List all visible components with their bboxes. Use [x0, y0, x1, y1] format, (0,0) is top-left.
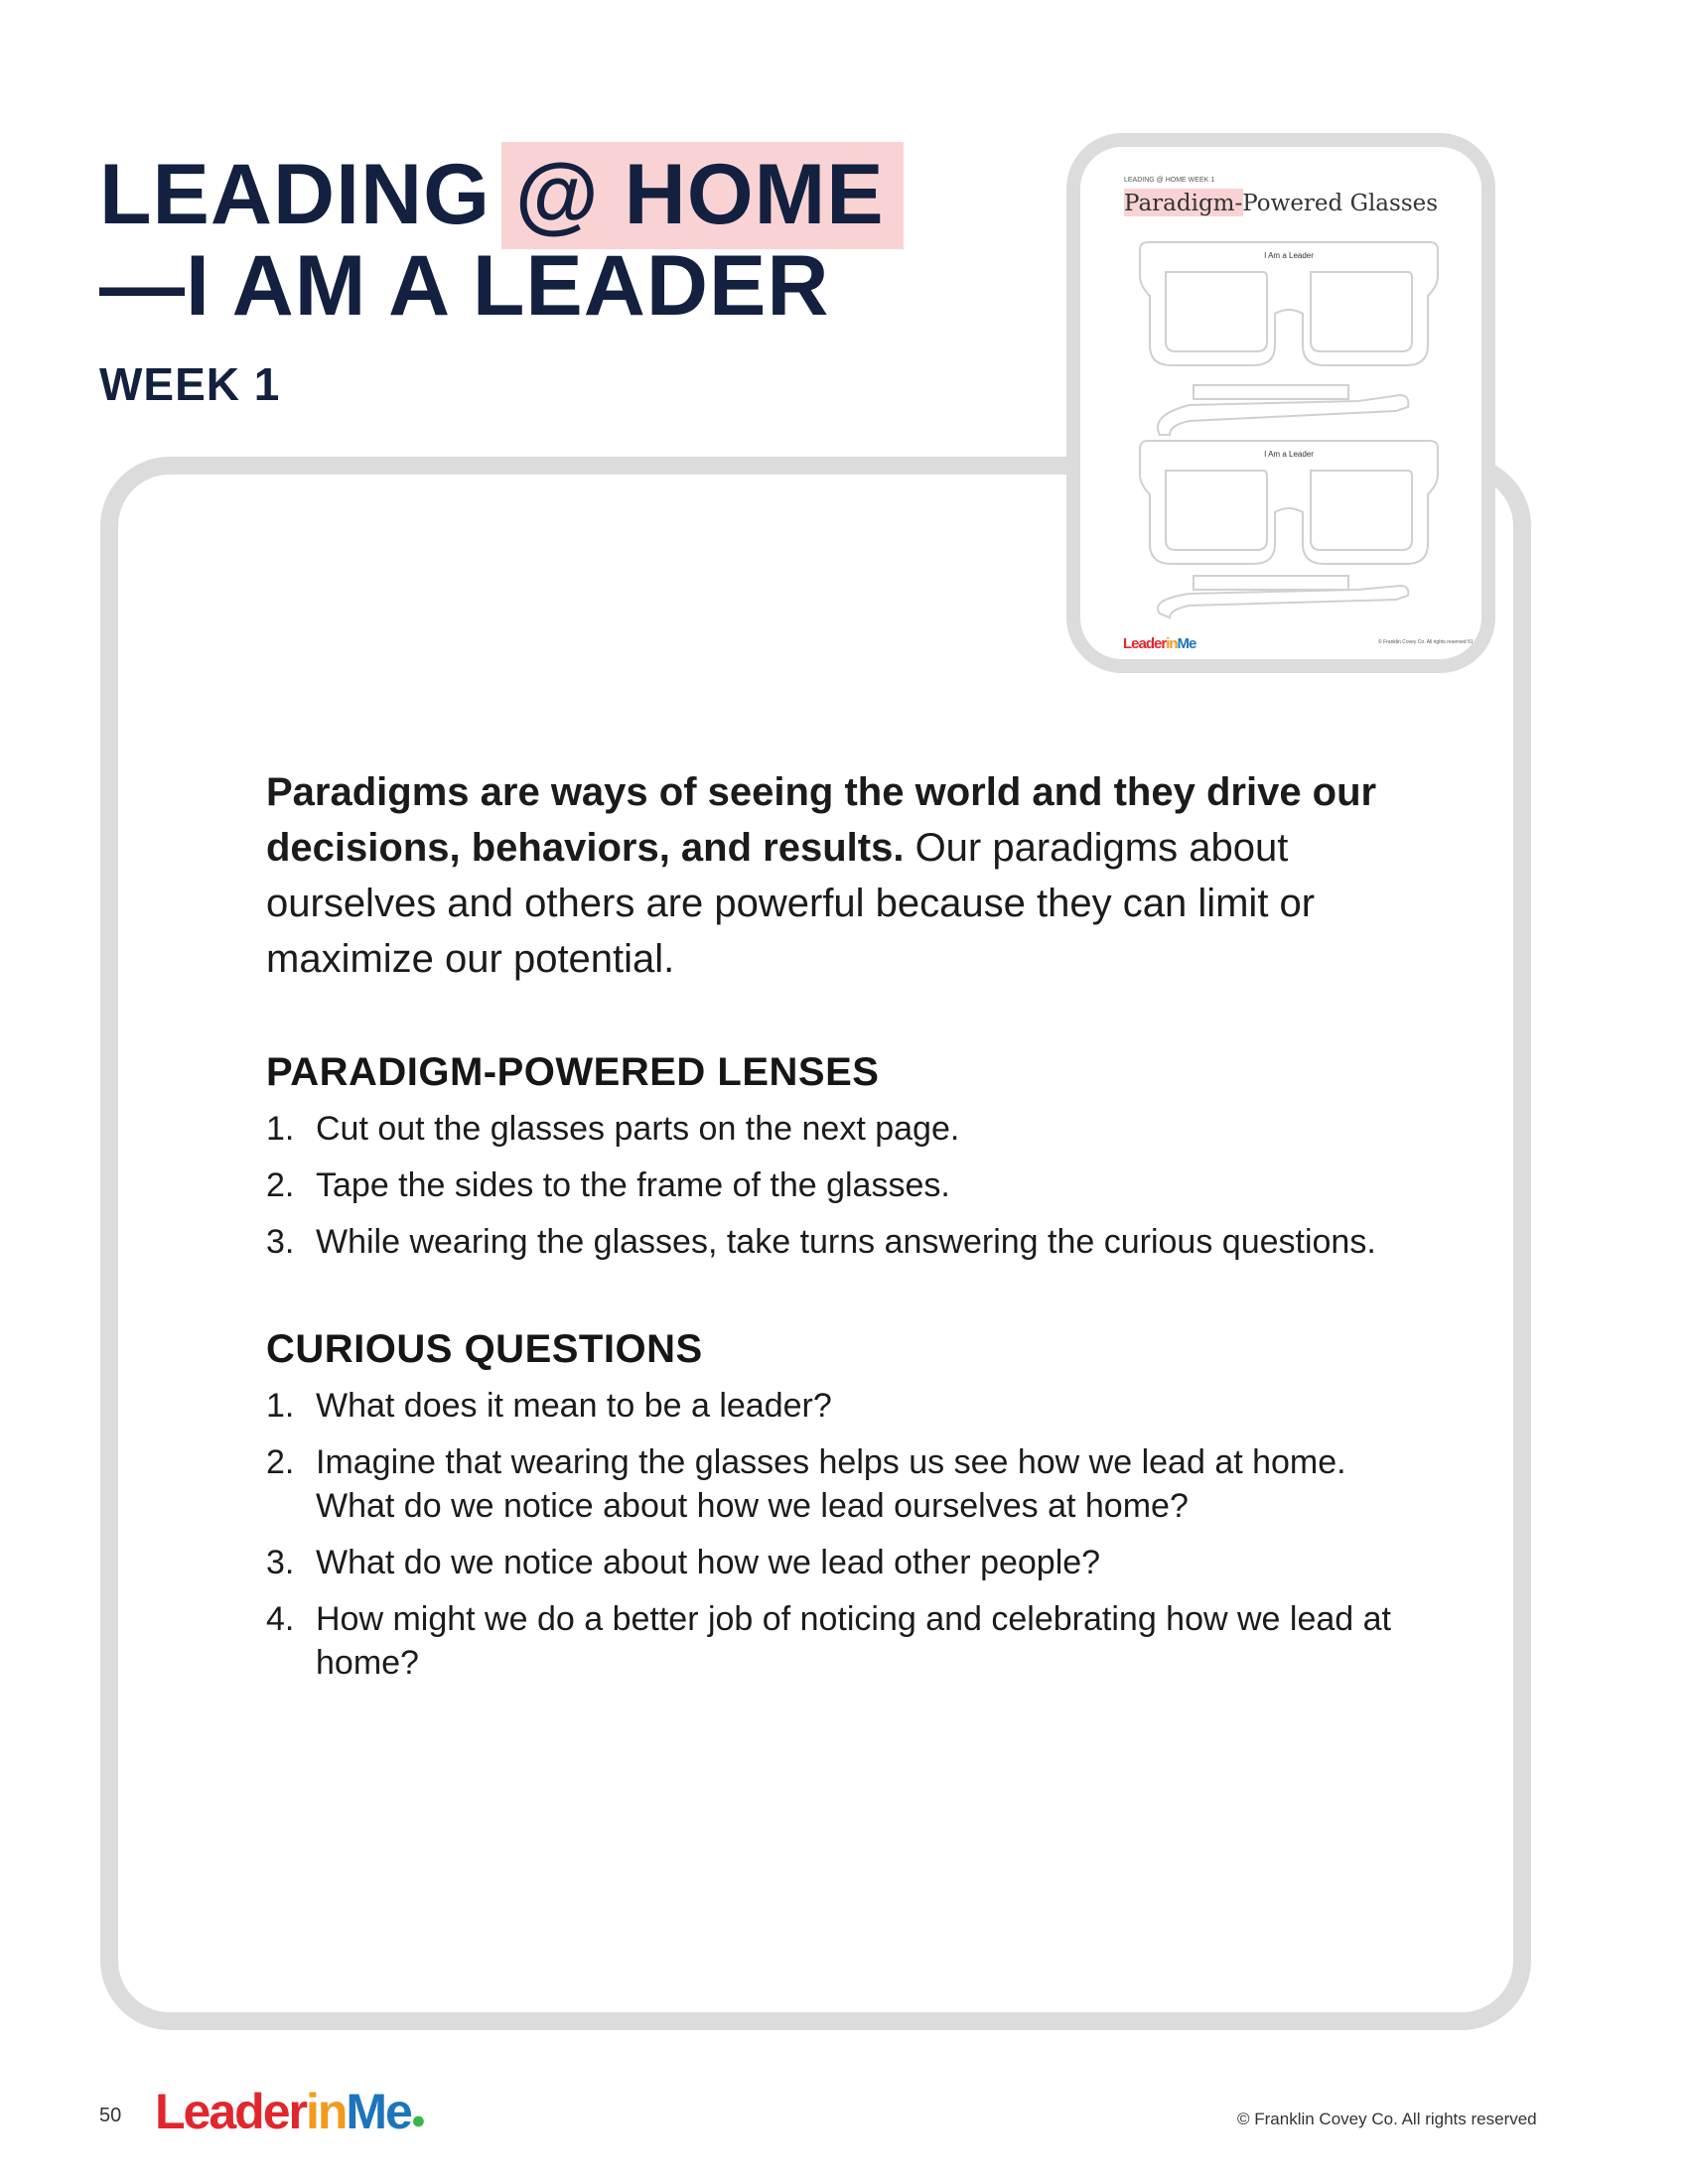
thumbnail-title: Paradigm-Powered Glasses	[1124, 191, 1439, 216]
intro-paragraph	[266, 764, 1408, 987]
title-line-1: LEADING @ HOME	[99, 147, 885, 242]
page-number: 50	[99, 2105, 122, 2126]
intro-bold: Paradigms are ways of seeing the world and they drive our decisions, behaviors, and results.	[266, 770, 1377, 870]
list-item: 3. What do we notice about how we lead other people?	[266, 1544, 1101, 1581]
list-item: 2. Imagine that wearing the glasses helps us see how we lead at home. What do we notice about how we lead ourselves at home?	[266, 1443, 1346, 1525]
list-item: 2. Tape the sides to the frame of the glasses.	[266, 1166, 950, 1204]
logo-dot-icon: ●	[410, 2107, 424, 2134]
questions-list	[266, 1384, 1408, 1685]
lenses-heading: PARADIGM-POWERED LENSES	[266, 1050, 880, 1094]
title-line-2: —I AM A LEADER	[99, 238, 830, 334]
glasses-outline-icon	[1130, 236, 1448, 623]
week-label: WEEK 1	[99, 358, 281, 410]
thumbnail-header: LEADING @ HOME WEEK 1	[1124, 177, 1215, 184]
glasses-label: I Am a Leader	[1264, 251, 1314, 260]
list-item: 1. What does it mean to be a leader?	[266, 1387, 832, 1425]
intro-text: Our paradigms about ourselves and others are powerful because they can limit or maximize our potential.	[266, 826, 1316, 981]
main-content	[266, 764, 1408, 1748]
copyright: © Franklin Covey Co. All rights reserved	[1237, 2110, 1537, 2128]
list-item: 4. How might we do a better job of noticing and celebrating how we lead at home?	[266, 1600, 1391, 1682]
list-item: 3. While wearing the glasses, take turns answering the curious questions.	[266, 1223, 1376, 1261]
questions-heading: CURIOUS QUESTIONS	[266, 1327, 703, 1371]
lenses-list	[266, 1107, 1408, 1264]
thumbnail-logo: LeaderinMe	[1123, 635, 1196, 652]
page-title	[99, 149, 885, 332]
glasses-label: I Am a Leader	[1264, 450, 1314, 459]
thumbnail-copyright: © Franklin Covey Co. All rights reserved 51	[1378, 639, 1474, 645]
list-item: 1. Cut out the glasses parts on the next page.	[266, 1110, 960, 1148]
leader-in-me-logo: LeaderinMe●	[155, 2084, 424, 2139]
worksheet-thumbnail	[1066, 133, 1495, 673]
